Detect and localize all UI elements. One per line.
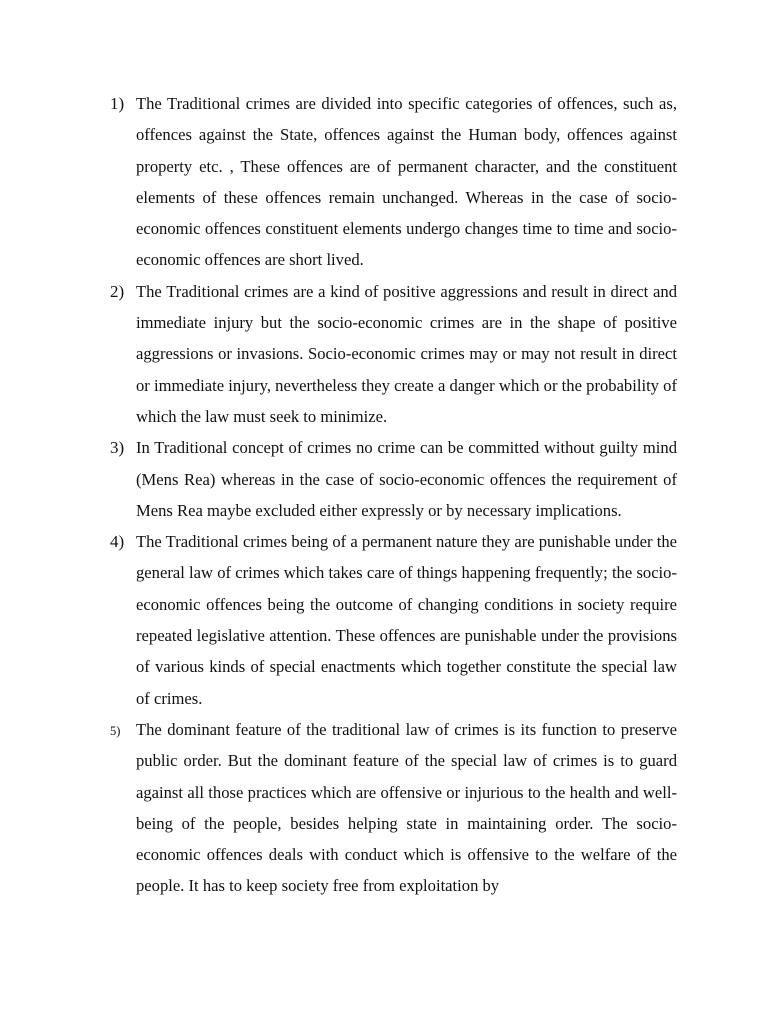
list-number: 3)	[110, 438, 125, 458]
list-number: 4)	[110, 532, 125, 552]
list-item-1	[0, 88, 768, 276]
list-item-text: The dominant feature of the traditional law of crimes is its function to preserve public order. But the dominant feature of the special law of crimes is to guard against all those practices which are offensive or injurious to the health and well-being of the people, besides helping state in maintaining order. The socio-economic offences deals with conduct which is offensive to the welfare of the people. It has to keep society free from exploitation by	[136, 719, 677, 896]
list-number: 2)	[110, 281, 125, 301]
list-item-text: In Traditional concept of crimes no crime can be committed without guilty mind (Mens Rea) whereas in the case of socio-economic offences the requirement of Mens Rea maybe excluded either expressly or by necessary implications.	[136, 438, 677, 520]
list-item-text: The Traditional crimes are a kind of positive aggressions and result in direct and immediate injury but the socio-economic crimes are in the shape of positive aggressions or invasions. Socio-economic crimes may or may not result in direct or immediate injury, nevertheless they create a danger which or the probability of which the law must seek to minimize.	[136, 281, 677, 426]
list-number: 5)	[110, 723, 121, 738]
list-number: 1)	[110, 94, 125, 113]
list-item-text: The Traditional crimes being of a permanent nature they are punishable under the general law of crimes which takes care of things happening frequently; the socio-economic offences being the outcome of changing conditions in society require repeated legislative attention. These offences are punishable under the provisions of various kinds of special enactments which together constitute the special law of crimes.	[136, 532, 677, 708]
list-item-2	[0, 276, 768, 432]
list-item-text: The Traditional crimes are divided into specific categories of offences, such as, offences against the State, offences against the Human body, offences against property etc. , These offences are of permanent character, and the constituent elements of these offences remain unchanged. Whereas in the case of socio-economic offences constituent elements undergo changes time to time and socio-economic offences are short lived.	[136, 94, 677, 270]
list-item-5	[0, 714, 768, 902]
list-item-4	[0, 526, 768, 714]
document-page	[0, 88, 768, 902]
list-item-3	[0, 432, 768, 526]
